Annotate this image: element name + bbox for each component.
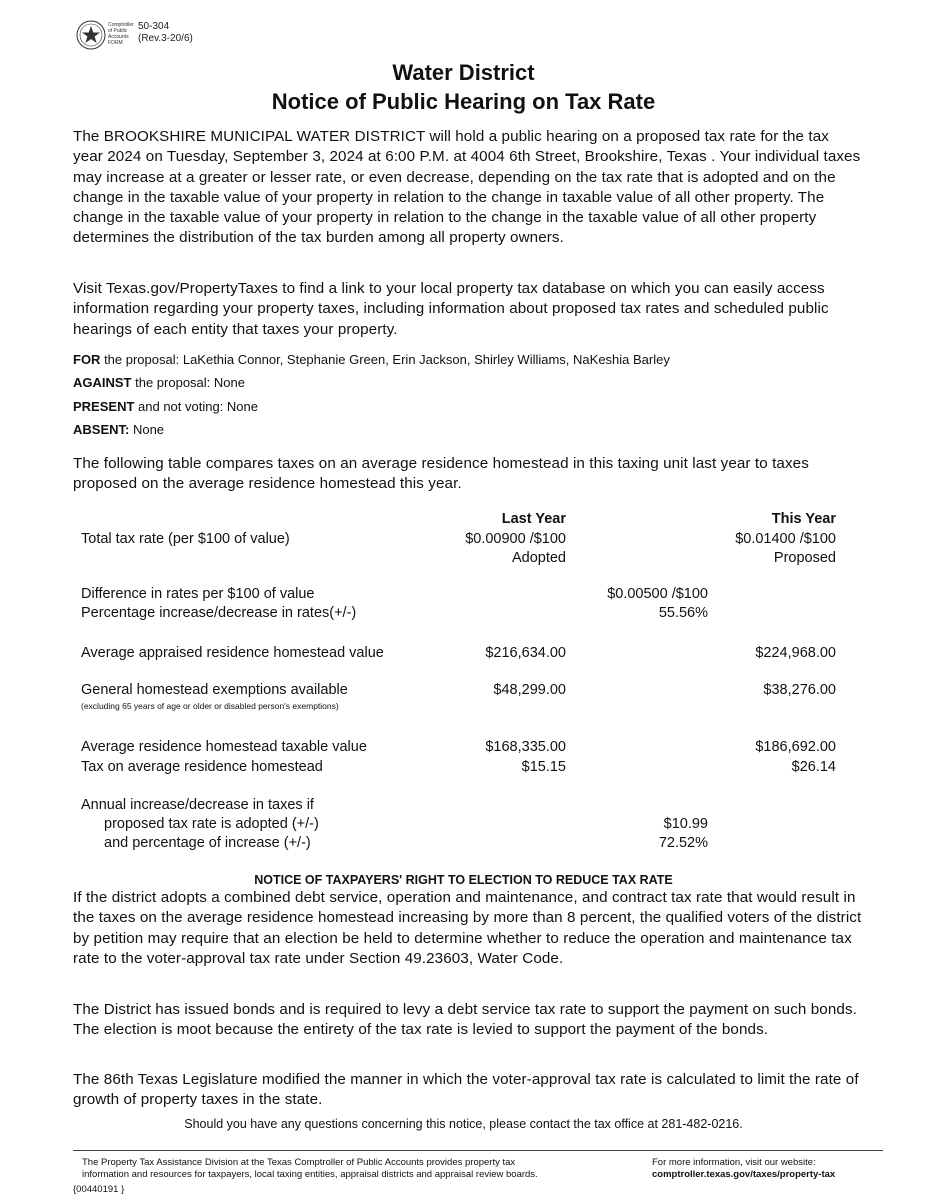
footer-left xyxy=(82,1157,642,1181)
comptroller-seal-icon xyxy=(76,20,106,50)
col-header-last-year: Last Year xyxy=(501,511,566,527)
row-exemptions-last: $48,299.00 xyxy=(493,682,566,698)
election-paragraph: If the district adopts a combined debt service, operation and maintenance, and contract tax rate that would result in the taxes on the average residence homestead increasing by more than 8 percent, the qualified voters of the district by petition may require that an election be held to determine whether to reduce the operation and maintenance tax rate to the voter-approval tax rate under Section 49.23603, Water Code. xyxy=(73,889,862,967)
form-number-block xyxy=(138,21,193,45)
row-exemptions-this: $38,276.00 xyxy=(763,682,836,698)
vote-absent-label: ABSENT: xyxy=(73,422,130,437)
vote-against-line xyxy=(73,374,245,391)
row-annual-sub1-label: proposed tax rate is adopted (+/-) xyxy=(104,816,319,832)
footer-right xyxy=(652,1157,892,1181)
footer-divider xyxy=(73,1150,883,1151)
row-taxable-label: Average residence homestead taxable value xyxy=(81,739,367,755)
row-annual-sub1-value: $10.99 xyxy=(663,816,708,832)
bonds-paragraph: The District has issued bonds and is required to levy a debt service tax rate to support the payment on such bonds. The election is moot because the entirety of the tax rate is levied to support the payment of the bonds. xyxy=(73,1001,857,1039)
form-revision: (Rev.3-20/6) xyxy=(138,33,193,44)
form-number: 50-304 xyxy=(138,21,170,32)
row-total-rate-last: $0.00900 /$100 xyxy=(465,531,566,547)
footer-left-line1: The Property Tax Assistance Division at the Texas Comptroller of Public Accounts provides property tax xyxy=(82,1157,516,1168)
row-exemptions-note: (excluding 65 years of age or older or disabled person's exemptions) xyxy=(81,701,339,711)
title-line-1: Water District xyxy=(392,60,535,85)
vote-for-text: the proposal: LaKethia Connor, Stephanie Green, Erin Jackson, Shirley Williams, NaKeshia Barley xyxy=(100,352,670,367)
row-taxable-this: $186,692.00 xyxy=(755,739,836,755)
row-pct-value: 55.56% xyxy=(658,605,708,621)
row-diff-label: Difference in rates per $100 of value xyxy=(81,586,315,602)
vote-present-label: PRESENT xyxy=(73,399,135,414)
row-exemptions-label: General homestead exemptions available xyxy=(81,682,348,698)
election-heading: NOTICE OF TAXPAYERS' RIGHT TO ELECTION TO REDUCE TAX RATE xyxy=(254,873,673,887)
row-annual-label: Annual increase/decrease in taxes if xyxy=(81,797,314,813)
row-tax-label: Tax on average residence homestead xyxy=(81,759,323,775)
visit-paragraph: Visit Texas.gov/PropertyTaxes to find a link to your local property tax database on which you can easily access information regarding your property taxes, including information about proposed tax rates and scheduled public hearings of each entity that taxes your property. xyxy=(73,280,829,338)
intro-paragraph: The BROOKSHIRE MUNICIPAL WATER DISTRICT will hold a public hearing on a proposed tax rate for the tax year 2024 on Tuesday, September 3, 2024 at 6:00 P.M. at 4004 6th Street, Brookshire, Texas . Your individual taxes may increase at a greater or lesser rate, or even decrease, depending on the tax rate that is adopted and on the change in the taxable value of your property in relation to the change in taxable value of all other property. The change in the taxable value of your property in relation to the change in the taxable value of all other property determines the distribution of the tax burden among all property owners. xyxy=(73,128,861,247)
document-id: {00440191 } xyxy=(73,1184,125,1195)
vote-against-text: the proposal: None xyxy=(131,375,245,390)
comparison-intro: The following table compares taxes on an average residence homestead in this taxing unit last year to taxes proposed on the average residence homestead this year. xyxy=(73,455,809,493)
row-appraised-last: $216,634.00 xyxy=(485,645,566,661)
vote-absent-line xyxy=(73,421,164,438)
row-annual-sub2-value: 72.52% xyxy=(658,835,708,851)
row-taxable-last: $168,335.00 xyxy=(485,739,566,755)
row-total-rate-this: $0.01400 /$100 xyxy=(735,531,836,547)
row-total-rate-last-status: Adopted xyxy=(511,550,566,566)
vote-present-line xyxy=(73,398,258,415)
footer-right-line1: For more information, visit our website: xyxy=(652,1157,816,1168)
vote-against-label: AGAINST xyxy=(73,375,132,390)
contact-line: Should you have any questions concerning this notice, please contact the tax office at 281-482-0216. xyxy=(184,1117,743,1131)
row-tax-last: $15.15 xyxy=(521,759,566,775)
footer-left-line2: information and resources for taxpayers, local taxing entities, appraisal districts and appraisal review boards. xyxy=(82,1169,538,1180)
col-header-this-year: This Year xyxy=(771,511,836,527)
footer-website-link[interactable]: comptroller.texas.gov/taxes/property-tax xyxy=(652,1169,836,1180)
row-annual-sub2-label: and percentage of increase (+/-) xyxy=(104,835,311,851)
legislature-paragraph: The 86th Texas Legislature modified the manner in which the voter-approval tax rate is calculated to limit the rate of growth of property taxes in the state. xyxy=(73,1071,859,1109)
title-line-2: Notice of Public Hearing on Tax Rate xyxy=(271,89,656,114)
row-diff-value: $0.00500 /$100 xyxy=(607,586,708,602)
vote-present-text: and not voting: None xyxy=(134,399,258,414)
vote-for-label: FOR xyxy=(73,352,101,367)
row-appraised-label: Average appraised residence homestead value xyxy=(81,645,384,661)
row-total-rate-this-status: Proposed xyxy=(773,550,836,566)
row-total-rate-label: Total tax rate (per $100 of value) xyxy=(81,531,290,547)
row-pct-label: Percentage increase/decrease in rates(+/-) xyxy=(81,605,357,621)
vote-absent-text: None xyxy=(129,422,165,437)
vote-for-line xyxy=(73,351,873,368)
seal-caption: Comptroller of Public Accounts FORM xyxy=(108,22,134,46)
row-tax-this: $26.14 xyxy=(791,759,836,775)
row-appraised-this: $224,968.00 xyxy=(755,645,836,661)
